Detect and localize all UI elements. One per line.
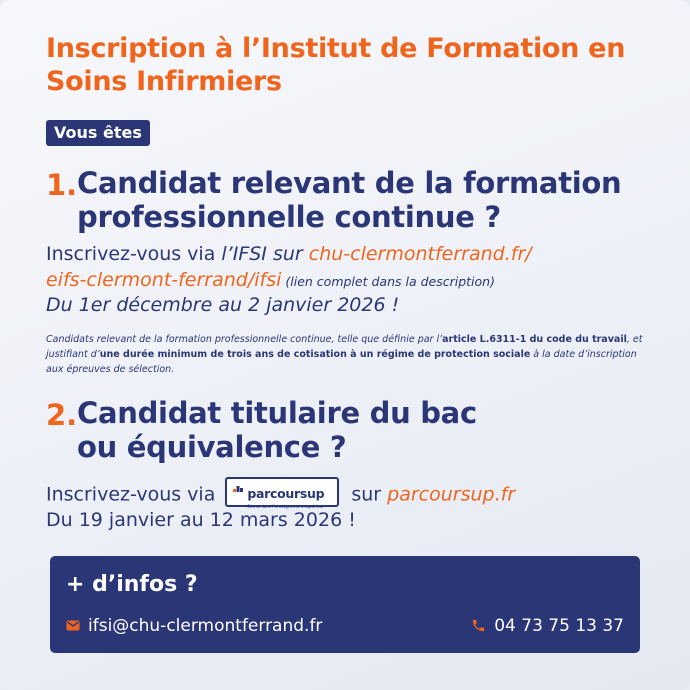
section2-intro: Inscrivez-vous via: [46, 483, 216, 506]
parcoursup-logo: [225, 477, 339, 507]
section1-instruction: [46, 242, 532, 266]
section2-heading-line1: Candidat titulaire du bac: [77, 396, 477, 430]
section2-heading-line2: ou équivalence ?: [77, 430, 347, 464]
parcoursup-mark-icon: [233, 486, 243, 493]
contact-email-text[interactable]: ifsi@chu-clermontferrand.fr: [88, 616, 323, 636]
audience-tag: Vous êtes: [46, 120, 150, 146]
section1-legal-text: [46, 332, 656, 377]
contact-phone[interactable]: [471, 616, 624, 636]
contact-box: [50, 556, 640, 653]
envelope-icon: [66, 620, 80, 631]
legal-bold1: article L.6311-1 du code du travail: [442, 334, 627, 345]
legal-part3: à la date d’inscription aux épreuves de sélection.: [46, 349, 637, 375]
section1-number: 1.: [46, 168, 78, 202]
section1-intro: Inscrivez-vous via: [46, 243, 222, 265]
contact-email[interactable]: [66, 616, 322, 636]
parcoursup-logo-subtitle: Entrez dans l’enseignement supérieur: [247, 504, 324, 509]
section1-heading-line2: professionnelle continue ?: [77, 200, 501, 234]
section2-url[interactable]: parcoursup.fr: [387, 483, 516, 506]
phone-icon: [471, 618, 486, 633]
page-title: Inscription à l’Institut de Formation en Soins Infirmiers: [46, 33, 626, 97]
section1-note: (lien complet dans la description): [281, 274, 495, 289]
section1-dates: Du 1er décembre au 2 janvier 2026 !: [46, 294, 400, 316]
legal-part2: , et justifiant d’: [46, 334, 643, 360]
section2-dates: Du 19 janvier au 12 mars 2026 !: [46, 509, 356, 531]
contact-title: + d’infos ?: [66, 572, 198, 597]
section1-url-line1[interactable]: chu-clermontferrand.fr/: [308, 243, 532, 265]
section2-instruction: [46, 480, 515, 510]
legal-bold2: une durée minimum de trois ans de cotisation à un régime de protection sociale: [99, 349, 531, 360]
contact-phone-text[interactable]: 04 73 75 13 37: [494, 616, 624, 636]
section2-sur: sur: [351, 483, 388, 506]
section1-url-line2[interactable]: eifs-clermont-ferrand/ifsi: [46, 269, 282, 291]
section1-url-row: [46, 268, 495, 294]
legal-part1: Candidats relevant de la formation professionnelle continue, telle que définie par l’: [46, 334, 443, 345]
section1-heading-line1: Candidat relevant de la formation: [77, 166, 622, 200]
section1-via: l’IFSI sur: [221, 243, 309, 265]
parcoursup-logo-text: parcoursup: [247, 486, 325, 501]
section2-number: 2.: [46, 398, 78, 432]
